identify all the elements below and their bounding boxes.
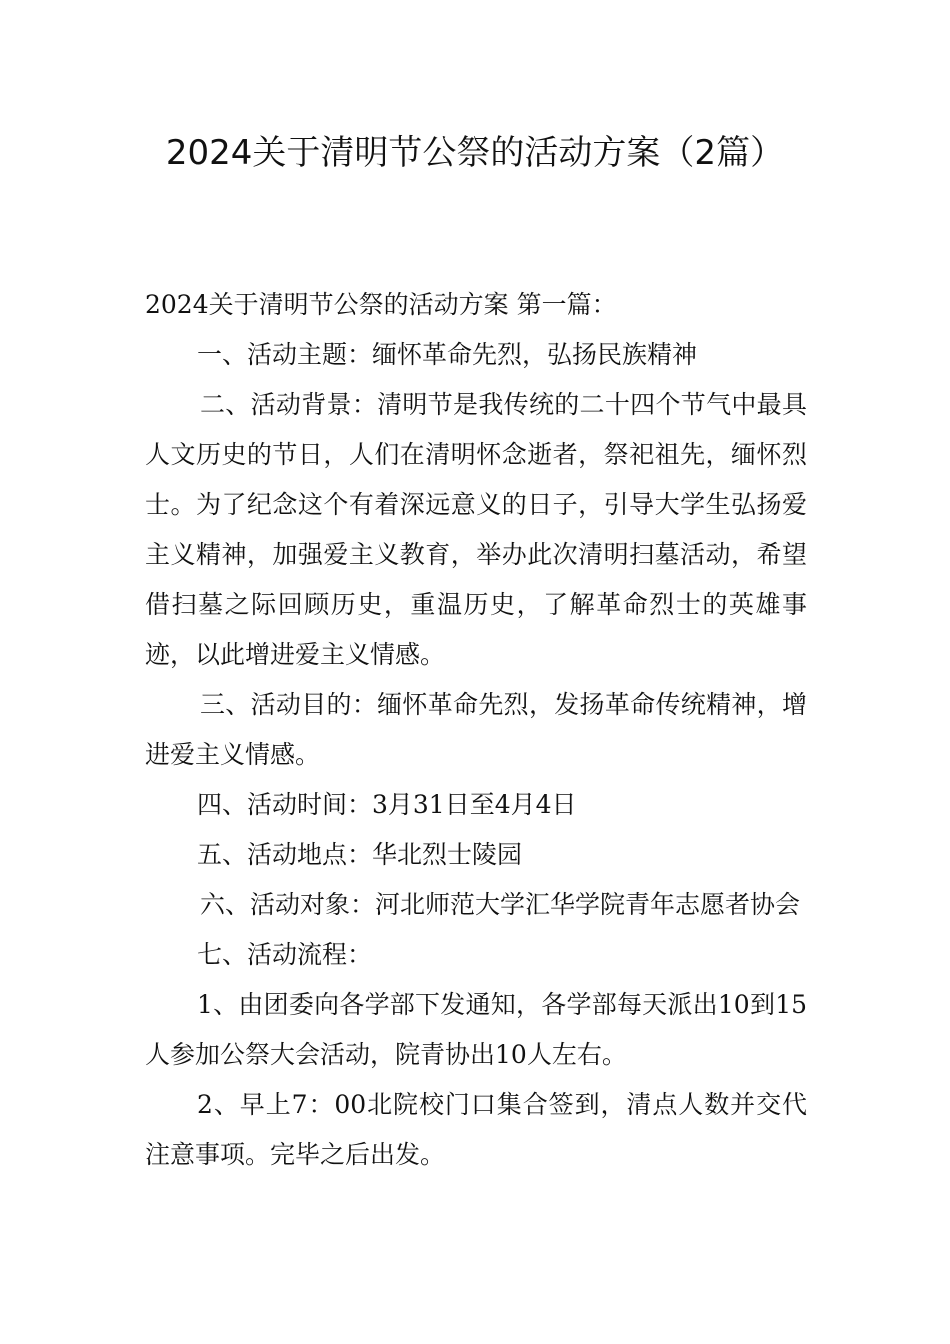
- paragraph-purpose: 三、活动目的：缅怀革命先烈，发扬革命传统精神，增进爱主义情感。: [145, 690, 807, 769]
- paragraph-audience: 六、活动对象：河北师范大学汇华学院青年志愿者协会: [200, 890, 801, 919]
- document-title: 2024关于清明节公祭的活动方案（2篇）: [165, 133, 785, 173]
- paragraph-step-1: 1、由团委向各学部下发通知，各学部每天派出10到15人参加公祭大会活动，院青协出10人左右。: [145, 990, 807, 1069]
- paragraph-background: 二、活动背景：清明节是我传统的二十四个节气中最具人文历史的节日，人们在清明怀念逝者，祭祀祖先，缅怀烈士。为了纪念这个有着深远意义的日子，引导大学生弘扬爱主义精神，加强爱主义教育，举办此次清明扫墓活动，希望借扫墓之际回顾历史，重温历史，了解革命烈士的英雄事迹，以此增进爱主义情感。: [145, 390, 807, 669]
- paragraph-time: 四、活动时间：3月31日至4月4日: [197, 790, 577, 819]
- paragraph-theme: 一、活动主题：缅怀革命先烈，弘扬民族精神: [197, 340, 698, 369]
- paragraph-location: 五、活动地点：华北烈士陵园: [197, 840, 523, 869]
- paragraph-process-heading: 七、活动流程：: [197, 940, 373, 969]
- paragraph-step-2: 2、早上7：00北院校门口集合签到，清点人数并交代注意事项。完毕之后出发。: [145, 1090, 807, 1169]
- document-body: [145, 280, 807, 1180]
- section-heading: 2024关于清明节公祭的活动方案 第一篇：: [145, 290, 617, 319]
